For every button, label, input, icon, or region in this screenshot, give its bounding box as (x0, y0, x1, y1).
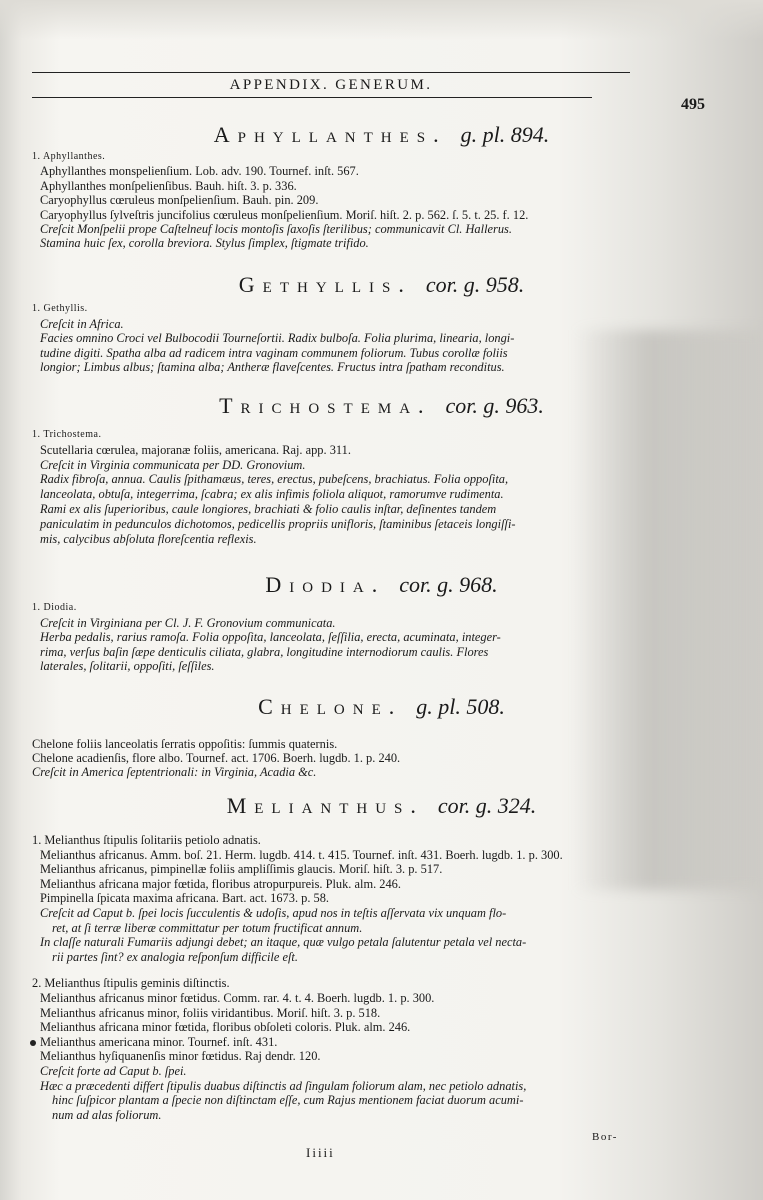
text-line (40, 346, 508, 360)
text-line (30, 1035, 277, 1049)
line-text: Creſcit in Virginia communicata per DD. Gronovium. (40, 457, 306, 472)
line-text: Creſcit ad Caput b. ſpei locis ſucculentis & udoſis, apud nos in teſtis aſſervata vix unquam flo- (40, 906, 507, 920)
line-text: Chelone foliis lanceolatis ſerratis oppoſitis: ſummis quaternis. (32, 737, 338, 751)
line-text: Creſcit Monſpelii prope Caſtelneuf locis montoſis ſaxoſis ſterilibus; communicavit Cl. Hallerus. (40, 222, 512, 236)
line-text: 2. Melianthus ſtipulis geminis diſtinctis. (32, 976, 230, 991)
text-line (40, 1049, 320, 1063)
text-line (40, 222, 512, 236)
text-line (40, 517, 516, 531)
text-line (40, 193, 318, 207)
line-text: lanceolata, obtuſa, integerrima, ſcabra; ex alis infimis foliola aliquot, ramorumve rudimenta. (40, 487, 504, 502)
header-rule-bottom (32, 97, 592, 98)
genus-name: Gethyllis. (238, 272, 412, 297)
text-line (40, 487, 504, 501)
signature-mark: Iiiii (306, 1145, 335, 1160)
genus-reference: cor. g. 963. (445, 393, 544, 418)
text-line (40, 360, 505, 374)
text-line (40, 645, 488, 659)
text-line (32, 765, 316, 779)
line-text: Creſcit in Virginiana per Cl. J. F. Gronovium communicata. (40, 615, 336, 630)
line-text: 1. Gethyllis. (32, 303, 88, 314)
genus-name: Chelone. (258, 694, 403, 719)
text-line (32, 833, 261, 847)
text-line (40, 1020, 410, 1034)
line-text: Melianthus hyſiquanenſis minor fœtidus. Raj dendr. 120. (40, 1049, 321, 1064)
line-text: Melianthus africana major fœtida, floribus atropurpureis. Pluk. alm. 246. (40, 876, 401, 891)
text-line (32, 751, 400, 765)
text-line (52, 1093, 523, 1107)
line-text: Creſcit forte ad Caput b. ſpei. (40, 1064, 187, 1078)
bullet-mark-icon (30, 1040, 36, 1046)
line-text: longior; Limbus albus; ſtamina alba; Antheræ flaveſcentes. Fructus intra ſpatham reconditus. (40, 360, 505, 375)
text-line (40, 659, 215, 673)
line-text: Pimpinella ſpicata maxima africana. Bart. act. 1673. p. 58. (40, 891, 330, 906)
text-line (40, 1079, 526, 1093)
genus-heading (0, 694, 763, 720)
line-text: rima, verſus baſin ſæpe denticulis ciliata, glabra, longitudine internodiorum caulis. Flores (40, 644, 489, 659)
line-text: Herba pedalis, rarius ramoſa. Folia oppoſita, lanceolata, ſeſſilia, erecta, acuminata, integer- (40, 630, 501, 645)
text-line (40, 1006, 380, 1020)
text-line (40, 935, 526, 949)
text-line (40, 1064, 187, 1078)
header-rule-top (32, 72, 630, 73)
text-line (32, 428, 101, 442)
text-line (32, 976, 230, 990)
line-text: 1. Diodia. (32, 602, 77, 613)
text-line (40, 331, 514, 345)
genus-heading (0, 272, 763, 298)
line-text: Melianthus africanus minor fœtidus. Comm. rar. 4. t. 4. Boerh. lugdb. 1. p. 300. (40, 991, 435, 1005)
line-text: Aphyllanthes monspelienſium. Lob. adv. 190. Tournef. inſt. 567. (40, 164, 359, 179)
text-line (52, 950, 298, 964)
text-line (32, 601, 77, 615)
text-line (40, 472, 508, 486)
text-line (40, 502, 496, 516)
genus-name: Diodia. (265, 572, 386, 597)
line-text: Melianthus africanus, pimpinellæ foliis ampliſſimis glaucis. Moriſ. hiſt. 3. p. 517. (40, 862, 443, 877)
genus-heading (0, 122, 763, 148)
text-line (40, 906, 506, 920)
text-line (40, 991, 434, 1005)
line-text: Radix fibroſa, annua. Caulis ſpithamæus, teres, erectus, pubeſcens, brachiatus. Folia oppoſita, (40, 472, 509, 487)
line-text: Rami ex alis ſuperioribus, caule longiores, brachiati & folio caulis inſtar, deſinentes tandem (40, 502, 497, 516)
line-text: tudine digiti. Spatha alba ad radicem intra vaginam communem foliorum. Tubus corollæ foliis (40, 345, 508, 360)
line-text: 1. Trichostema. (32, 429, 102, 440)
text-line (40, 443, 351, 457)
text-line (52, 1108, 161, 1122)
line-text: Creſcit in Africa. (40, 316, 124, 331)
text-line (40, 532, 257, 546)
line-text: mis, calycibus abſoluta floreſcentia reflexis. (40, 531, 257, 546)
line-text: Hæc a præcedenti differt ſtipulis duabus diſtinctis ad ſingulam foliorum alam, nec petiolo adnatis, (40, 1078, 527, 1093)
text-line (40, 236, 369, 250)
line-text: hinc ſuſpicor plantam a ſpecie non diſtinctam eſſe, cum Rajus mentionem faciat duorum acumi- (52, 1093, 524, 1108)
line-text: Melianthus africanus. Amm. boſ. 21. Herm. lugdb. 414. t. 415. Tournef. inſt. 431. Boerh. lugdb. 1. p. 300. (40, 847, 563, 862)
line-text: num ad alas foliorum. (52, 1107, 162, 1122)
text-line (32, 302, 88, 316)
text-line (40, 616, 336, 630)
genus-heading (0, 572, 763, 598)
text-line (40, 208, 528, 222)
genus-name: Trichostema. (219, 393, 432, 418)
genus-heading (0, 793, 763, 819)
line-text: Aphyllanthes monſpelienſibus. Bauh. hiſt. 3. p. 336. (40, 178, 297, 193)
text-line (40, 164, 359, 178)
catchword: Bor- (592, 1131, 618, 1143)
line-text: laterales, ſolitarii, oppoſiti, ſeſſiles. (40, 659, 215, 674)
genus-reference: g. pl. 508. (416, 694, 505, 719)
text-line (40, 848, 563, 862)
genus-heading (0, 393, 763, 419)
line-text: Melianthus americana minor. Tournef. inſt. 431. (40, 1034, 278, 1049)
line-text: Creſcit in America ſeptentrionali: in Virginia, Acadia &c. (32, 765, 317, 780)
line-text: paniculatim in pedunculos dichotomos, pedicellis propriis unifloris, ſtaminibus ſetaceis longiſſi- (40, 516, 516, 531)
line-text: rii partes ſint? ex analogia reſponſum difficile eſt. (52, 949, 298, 964)
line-text: Scutellaria cœrulea, majoranæ foliis, americana. Raj. app. 311. (40, 442, 351, 457)
text-line (32, 737, 337, 751)
text-line (40, 458, 305, 472)
genus-name: Aphyllanthes. (213, 122, 447, 147)
line-text: Stamina huic ſex, corolla breviora. Stylus ſimplex, ſtigmate trifido. (40, 236, 369, 251)
text-line (52, 921, 362, 935)
text-line (40, 862, 442, 876)
line-text: Caryophyllus cœruleus monſpelienſium. Bauh. pin. 209. (40, 193, 319, 208)
text-line (40, 630, 501, 644)
text-line (40, 317, 124, 331)
line-text: Melianthus africanus minor, foliis viridantibus. Moriſ. hiſt. 3. p. 518. (40, 1005, 381, 1020)
line-text: Facies omnino Croci vel Bulbocodii Tourneſortii. Radix bulboſa. Folia plurima, linearia, longi- (40, 331, 515, 346)
line-text: Chelone acadienſis, flore albo. Tournef. act. 1706. Boerh. lugdb. 1. p. 240. (32, 751, 401, 766)
genus-name: Melianthus. (226, 793, 424, 818)
running-header: APPENDIX. GENERUM. (229, 77, 433, 93)
genus-reference: cor. g. 324. (437, 793, 537, 818)
genus-reference: cor. g. 968. (399, 572, 498, 597)
line-text: Melianthus africana minor fœtida, floribus obſoleti coloris. Pluk. alm. 246. (40, 1020, 411, 1035)
page-number: 495 (681, 96, 705, 113)
line-text: In claſſe naturali Fumariis adjungi debet; an itaque, quæ vulgo petala ſalutentur petala vel necta- (40, 935, 527, 950)
text-line (40, 891, 329, 905)
genus-reference: cor. g. 958. (425, 272, 525, 297)
genus-reference: g. pl. 894. (460, 122, 550, 147)
line-text: 1. Aphyllanthes. (32, 151, 106, 162)
line-text: Caryophyllus ſylveſtris juncifolius cœruleus monſpelienſium. Moriſ. hiſt. 2. p. 562. ſ. 5. t. 25. f. 12. (40, 207, 529, 222)
text-line (40, 877, 401, 891)
text-line (40, 179, 297, 193)
line-text: ret, at ſi terræ liberæ committatur per totum fructificat annum. (52, 920, 363, 935)
line-text: 1. Melianthus ſtipulis ſolitariis petiolo adnatis. (32, 833, 261, 847)
text-line (32, 150, 105, 164)
